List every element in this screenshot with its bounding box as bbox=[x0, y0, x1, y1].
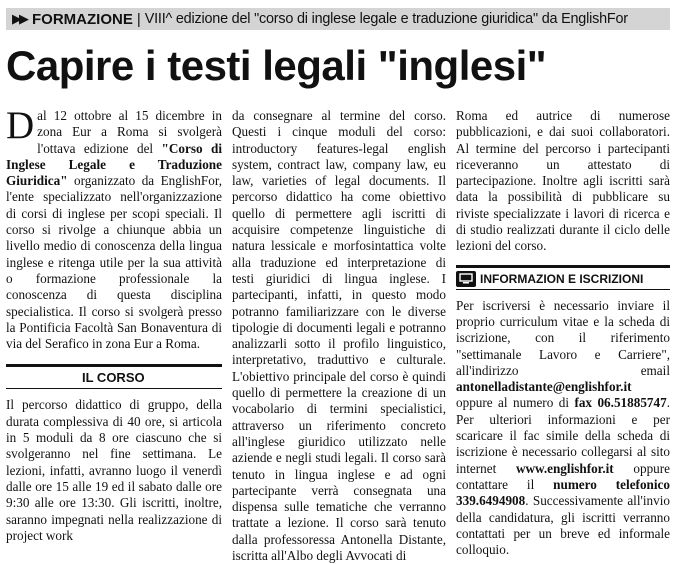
intro-text-a: al 12 ottobre al 15 dicembre in zona Eur a Roma si svolgerà l'ottava edizione del bbox=[37, 108, 222, 156]
contact-email: antonelladistante@englishfor.it bbox=[456, 379, 632, 395]
subhead-il-corso: IL CORSO bbox=[6, 364, 222, 389]
modules-paragraph: da consegnare al termine del corso. Questi i cinque moduli del corso: introductory features-legal english system, contract law, company law, eu law, varieties of legal documents. Il percorso didattico ha come obiettivo quello di permettere agli iscritti di acquisire competenze linguistiche di natura lessicale e morfosintattica volte alla traduzione ed interpretazione di testi giuridici di lingua inglese. I partecipanti, infatti, in questo modo potranno familiarizzare con le diverse tipologie di documenti legali e potranno analizzarli sotto il profilo linguistico, interpretativo, traduttivo e culturale. L'obiettivo principale del corso è quindi quello di permettere la creazione di un vocabolario di termini specialistici, attraverso un riferimento concreto all'inglese giuridico utilizzato nelle aziende e negli studi legali. Il corso sarà tenuto in lingua inglese e ad ogni partecipante verrà consegnata una dispensa sulle tematiche che verranno trattate a lezione. Il corso sarà tenuto dalla professoressa Antonella Distante, iscritta all'Albo degli Avvocati di bbox=[232, 108, 446, 564]
column-1 bbox=[6, 104, 222, 544]
info-text-d: oppure contattare il bbox=[456, 460, 671, 492]
kicker-separator: | bbox=[136, 10, 141, 28]
info-text-e: . Successivamente all'invio della candidatura, gli iscritti verranno contattati per un breve ed informale colloquio. bbox=[456, 493, 670, 558]
double-chevron-right-icon: ▶▶ bbox=[12, 11, 26, 26]
outcome-paragraph: Roma ed autrice di numerose pubblicazioni, e dai suoi collaboratori. Al termine del percorso i partecipanti riceveranno un attestato di partecipazione. Inoltre agli iscritti sarà data la possibilità di pubblicare su riviste specializzate i lavori di ricerca e di studio realizzati durante il ciclo delle lezioni del corso. bbox=[456, 108, 670, 254]
info-text-c: . Per ulteriori informazioni e per scaricare il fac simile della scheda di iscrizione è necessario collegarsi al sito internet bbox=[456, 395, 670, 476]
intro-paragraph bbox=[6, 104, 222, 352]
info-paragraph bbox=[456, 298, 670, 559]
course-name: "Corso di Inglese Legale e Traduzione Giuridica" bbox=[6, 140, 222, 189]
phone-number: numero telefonico 339.6494908 bbox=[456, 476, 670, 509]
headline: Capire i testi legali "inglesi" bbox=[6, 42, 547, 89]
section-label: FORMAZIONE bbox=[32, 10, 133, 28]
info-text-a: Per iscriversi è necessario inviare il proprio curriculum vitae e la scheda di iscrizione, con il riferimento "settimanale Lavoro e Carriere", all'indirizzo email bbox=[456, 297, 670, 378]
info-heading: INFORMAZION E ISCRIZIONI bbox=[480, 271, 644, 286]
dropcap: D bbox=[6, 104, 35, 147]
info-text-b: oppure al numero di bbox=[456, 395, 575, 411]
column-3 bbox=[456, 108, 670, 558]
fax-number: fax 06.51885747 bbox=[574, 395, 667, 411]
column-2 bbox=[232, 108, 446, 564]
subhead-info bbox=[456, 265, 670, 290]
course-paragraph: Il percorso didattico di gruppo, della durata complessiva di 40 ore, si articola in 5 moduli da 8 ore ciascuno che si svolgeranno nel fine settimana. Le lezioni, infatti, avranno luogo il venerdì dalle ore 15 alle 19 ed il sabato dalle ore 9:30 alle ore 13:30. Gli iscritti, inoltre, saranno impegnati nella realizzazione di project work bbox=[6, 397, 222, 543]
intro-text-b: organizzato da EnglishFor, l'ente specializzato nell'organizzazione di corsi di inglese per scopi speciali. Il corso si rivolge a chiunque abbia un livello medio di conoscenza della lingua inglese e ritenga utile per la sua attività o formazione professionale la conoscenza di questa disciplina specialistica. Il corso si svolgerà presso la Pontificia Facoltà San Bonaventura di via del Serafico in zona Eur a Roma. bbox=[6, 173, 222, 352]
kicker-bar bbox=[6, 8, 670, 30]
website: www.englishfor.it bbox=[515, 460, 614, 476]
kicker-text: VIII^ edizione del "corso di inglese legale e traduzione giuridica" da EnglishFor bbox=[144, 11, 628, 27]
computer-icon bbox=[456, 271, 476, 287]
